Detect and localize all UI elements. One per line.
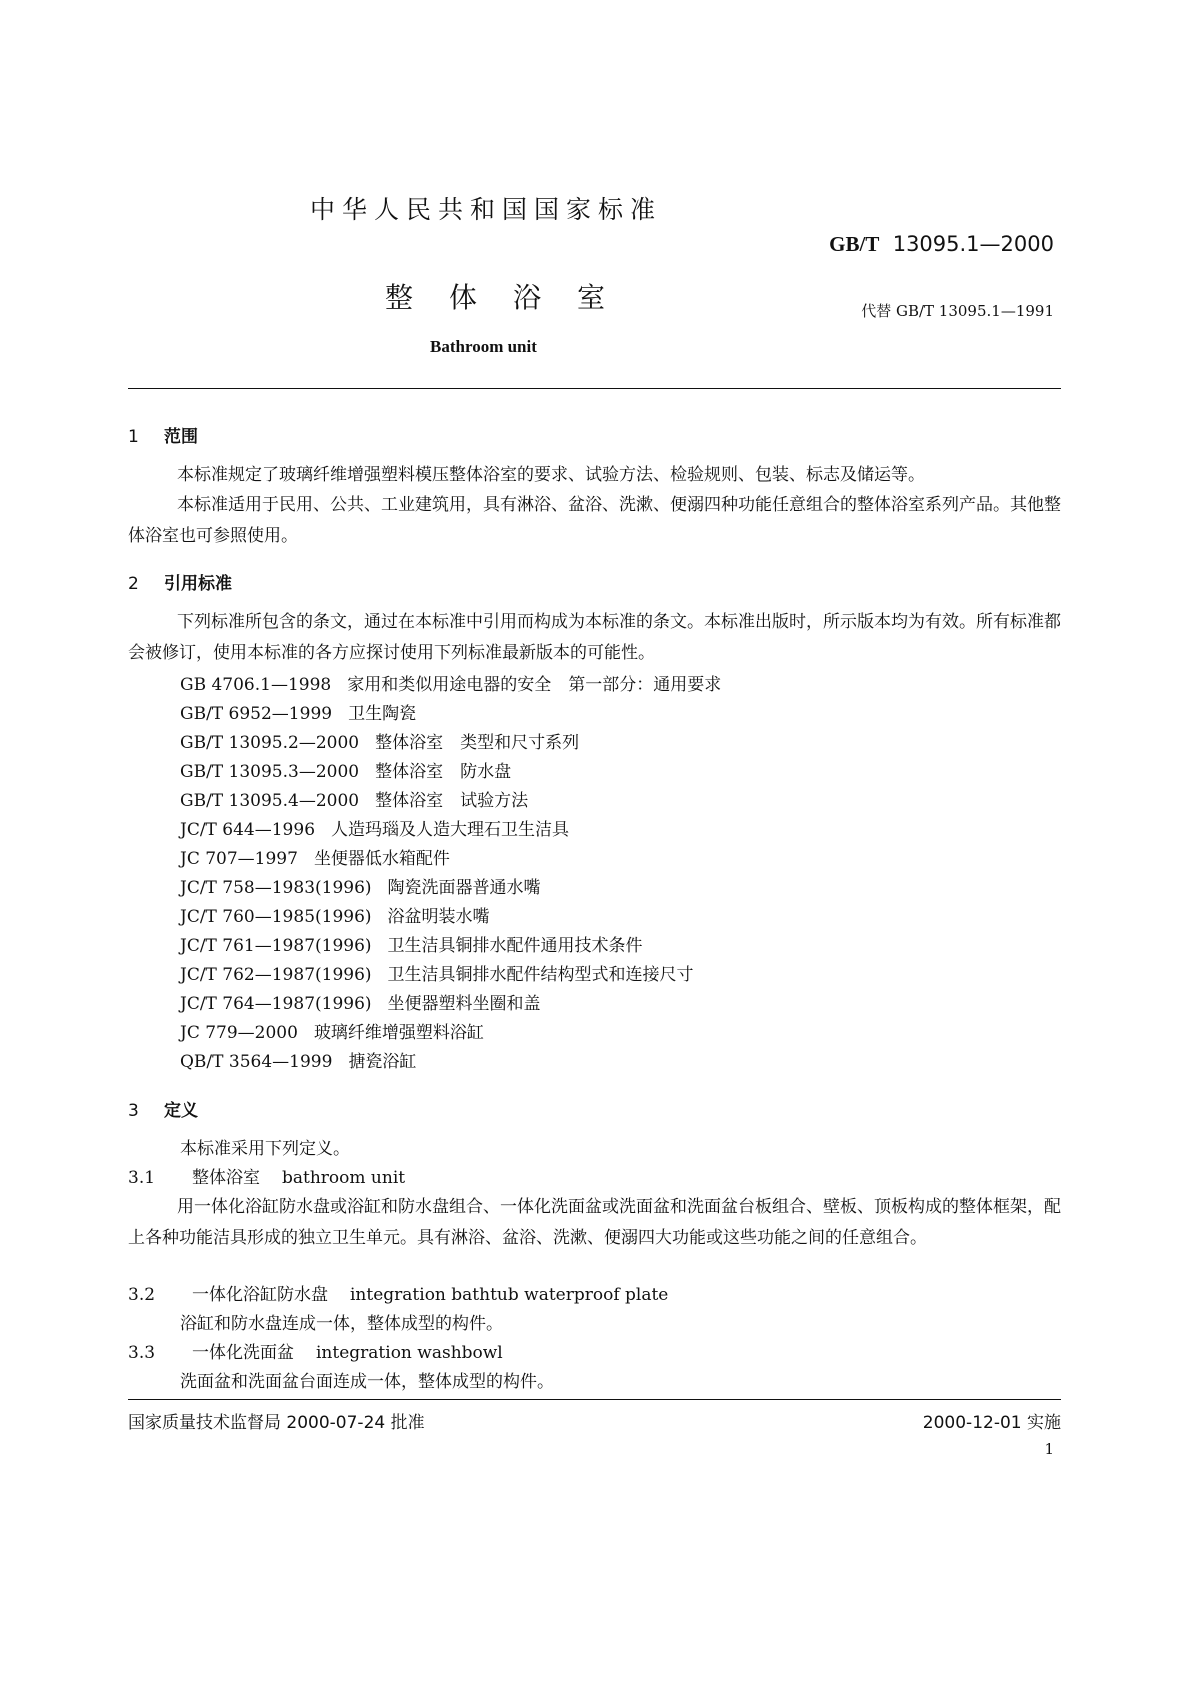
reference-item: JC/T 764—1987(1996) 坐便器塑料坐圈和盖 [180,994,541,1014]
standard-number [829,232,1054,257]
reference-item: JC 779—2000 玻璃纤维增强塑料浴缸 [180,1023,484,1043]
reference-item: JC/T 762—1987(1996) 卫生洁具铜排水配件结构型式和连接尺寸 [180,965,694,985]
reference-item: JC/T 644—1996 人造玛瑙及人造大理石卫生洁具 [180,820,570,840]
standard-number-value: 13095.1—2000 [892,232,1054,256]
reference-item: JC/T 760—1985(1996) 浴盆明装水嘴 [180,907,490,927]
footer-divider [128,1399,1061,1400]
reference-item: GB 4706.1—1998 家用和类似用途电器的安全 第一部分：通用要求 [180,675,722,695]
reference-item: GB/T 6952—1999 卫生陶瓷 [180,704,417,724]
section-2-title: 引用标准 [164,574,232,594]
standard-prefix: GB/T [829,232,880,256]
national-standard-label: 中华人民共和国国家标准 [310,195,663,224]
section-3-number: 3 [128,1101,139,1121]
section-2-number: 2 [128,574,139,594]
document-title: 整体浴室 [385,281,642,314]
approval-line: 国家质量技术监督局 2000-07-24 批准 [128,1413,425,1433]
header-divider [128,388,1061,389]
reference-item: QB/T 3564—1999 搪瓷浴缸 [180,1052,417,1072]
section-1-number: 1 [128,427,139,447]
section-1-title: 范围 [164,427,198,447]
section-1-paragraph-2: 本标准适用于民用、公共、工业建筑用，具有淋浴、盆浴、洗漱、便溺四种功能任意组合的整体浴室系列产品。其他整体浴室也可参照使用。 [128,495,1061,546]
section-3-title: 定义 [164,1101,198,1121]
section-3-intro: 本标准采用下列定义。 [180,1139,350,1159]
reference-item: GB/T 13095.4—2000 整体浴室 试验方法 [180,791,529,811]
definition-3-3-heading: 3.3 一体化洗面盆 integration washbowl [128,1343,503,1363]
definition-3-1-text: 用一体化浴缸防水盘或浴缸和防水盘组合、一体化洗面盆或洗面盆和洗面盆台板组合、壁板、顶板构成的整体框架，配上各种功能洁具形成的独立卫生单元。具有淋浴、盆浴、洗漱、便溺四大功能或这些功能之间的任意组合。 [128,1197,1061,1248]
section-1-paragraph-1: 本标准规定了玻璃纤维增强塑料模压整体浴室的要求、试验方法、检验规则、包装、标志及储运等。 [177,465,925,485]
section-1-heading [128,422,198,447]
definition-3-1-heading: 3.1 整体浴室 bathroom unit [128,1168,406,1188]
definition-3-3-text: 洗面盆和洗面盆台面连成一体，整体成型的构件。 [180,1372,554,1392]
page-number: 1 [1044,1440,1054,1458]
definition-3-2-text: 浴缸和防水盘连成一体，整体成型的构件。 [180,1314,503,1334]
reference-item: GB/T 13095.2—2000 整体浴室 类型和尺寸系列 [180,733,580,753]
section-2-heading [128,569,232,594]
english-title: Bathroom unit [430,337,537,356]
section-3-heading [128,1096,198,1121]
reference-item: JC/T 761—1987(1996) 卫生洁具铜排水配件通用技术条件 [180,936,643,956]
section-2-intro: 下列标准所包含的条文，通过在本标准中引用而构成为本标准的条文。本标准出版时，所示版本均为有效。所有标准都会被修订，使用本标准的各方应探讨使用下列标准最新版本的可能性。 [128,612,1061,663]
reference-item: GB/T 13095.3—2000 整体浴室 防水盘 [180,762,512,782]
effective-date: 2000-12-01 实施 [922,1413,1061,1433]
definition-3-2-heading: 3.2 一体化浴缸防水盘 integration bathtub waterproof plate [128,1285,669,1305]
reference-item: JC 707—1997 坐便器低水箱配件 [180,849,450,869]
reference-item: JC/T 758—1983(1996) 陶瓷洗面器普通水嘴 [180,878,541,898]
replaces-standard: 代替 GB/T 13095.1—1991 [861,302,1054,320]
